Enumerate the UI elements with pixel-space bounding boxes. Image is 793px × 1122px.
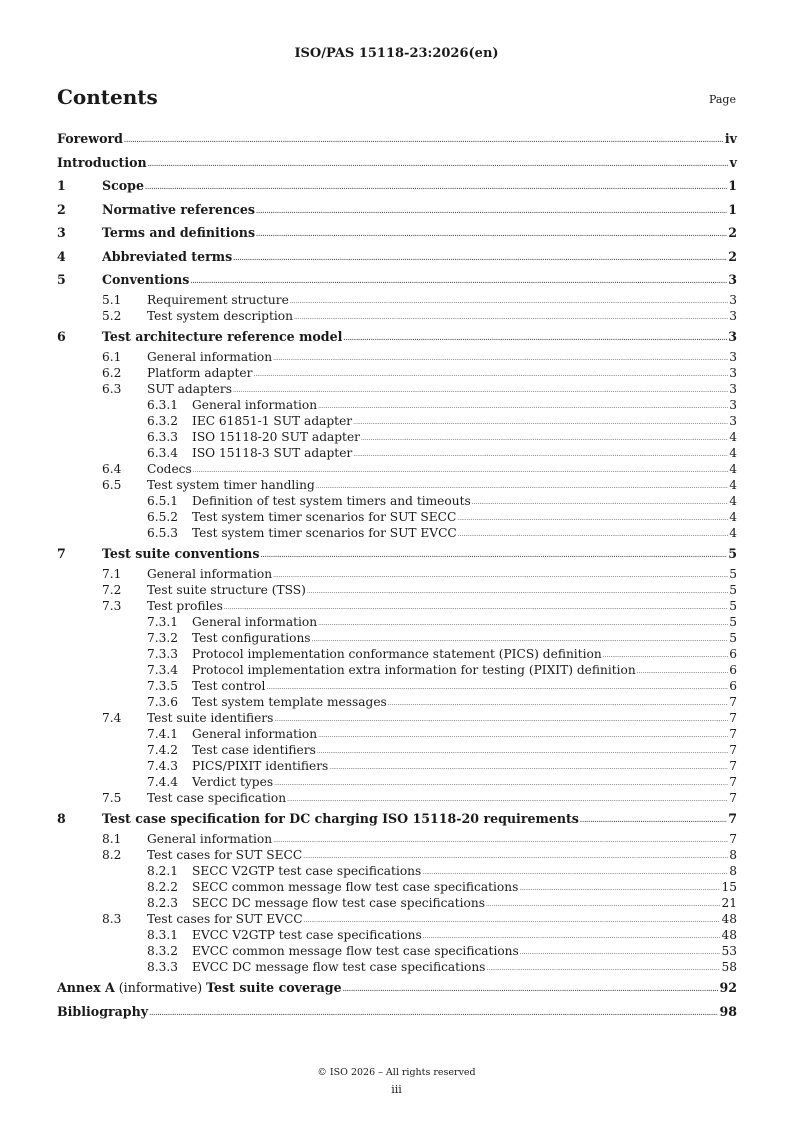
toc-entry[interactable] (57, 790, 737, 806)
toc-entry-title: Test profiles (147, 598, 223, 613)
toc-entry-page: 4 (729, 525, 737, 540)
toc-entry[interactable] (57, 445, 737, 461)
toc-entry-number: 7.3.4 (147, 662, 179, 677)
toc-entry-page: 3 (729, 413, 737, 428)
toc-entry[interactable] (57, 413, 737, 429)
toc-entry-title: Test suite identifiers (147, 710, 274, 725)
toc-entry-title: Protocol implementation conformance statement (PICS) definition (192, 646, 602, 661)
toc-entry[interactable] (57, 911, 737, 927)
toc-entry-page: 2 (728, 225, 737, 240)
toc-entry[interactable] (57, 774, 737, 790)
toc-entry-number: 6.3.1 (147, 397, 179, 412)
toc-entry-number: 6.2 (102, 365, 122, 380)
toc-entry-number: 2 (57, 201, 66, 217)
toc-entry-page: 15 (721, 879, 737, 894)
toc-entry-page: 3 (728, 329, 737, 344)
toc-entry-page: 53 (721, 943, 737, 958)
toc-entry-title: Protocol implementation extra information for testing (PIXIT) definition (192, 662, 636, 677)
toc-entry[interactable] (57, 397, 737, 413)
document-header: ISO/PAS 15118-23:2026(en) (294, 46, 499, 61)
toc-entry-title: ISO 15118-3 SUT adapter (192, 445, 353, 460)
toc-entry[interactable] (57, 221, 737, 245)
toc-entry-number: 7.4.2 (147, 742, 179, 757)
toc-entry[interactable] (57, 1000, 737, 1024)
toc-entry-title: Test case specification (147, 790, 287, 805)
toc-entry-page: 8 (729, 863, 737, 878)
toc-entry[interactable] (57, 726, 737, 742)
toc-entry-title: Test system timer handling (147, 477, 315, 492)
toc-entry-title: EVCC V2GTP test case specifications (192, 927, 422, 942)
toc-entry[interactable] (57, 895, 737, 911)
toc-entry[interactable] (57, 308, 737, 324)
toc-entry-page: 7 (729, 694, 737, 709)
toc-entry[interactable] (57, 758, 737, 774)
toc-entry[interactable] (57, 461, 737, 477)
toc-entry-title: EVCC common message flow test case specifications (192, 943, 519, 958)
toc-entry-page: 4 (729, 477, 737, 492)
toc-entry-title: General information (147, 566, 273, 581)
toc-entry-number: 6.5.2 (147, 509, 179, 524)
toc-entry-number: 6.3.4 (147, 445, 179, 460)
toc-entry-number: 8 (57, 811, 66, 826)
dot-leader (343, 327, 727, 351)
toc-entry-title: SECC V2GTP test case specifications (192, 863, 422, 878)
toc-entry-number: 6.5.3 (147, 525, 179, 540)
toc-entry[interactable] (57, 807, 737, 831)
toc-entry-number: 5.2 (102, 308, 122, 323)
toc-entry-page: 3 (728, 272, 737, 287)
toc-entry[interactable] (57, 365, 737, 381)
toc-entry-number: 5 (57, 272, 66, 287)
toc-entry[interactable] (57, 694, 737, 710)
toc-entry-title: Test architecture reference model (102, 329, 343, 344)
toc-entry-title: Test configurations (192, 630, 311, 645)
page-number: iii (391, 1083, 402, 1096)
toc-entry-title: Test control (192, 678, 266, 693)
toc-entry-page: 5 (729, 566, 737, 581)
toc-entry-number: 3 (57, 225, 66, 240)
toc-entry-title: Platform adapter (147, 365, 253, 380)
toc-entry[interactable] (57, 927, 737, 943)
toc-entry-page: 3 (729, 397, 737, 412)
toc-entry-number: 7.2 (102, 582, 122, 597)
toc-entry-number: 6 (57, 329, 66, 344)
toc-entry-number: 7.1 (102, 566, 122, 581)
toc-entry-page: 4 (729, 461, 737, 476)
toc-entry-title: Test cases for SUT SECC (147, 847, 303, 862)
toc-entry-page: 5 (729, 582, 737, 597)
toc-entry-page: 7 (729, 726, 737, 741)
toc-entry-page: 3 (729, 308, 737, 323)
toc-entry-title: Normative references (102, 201, 256, 217)
toc-entry-number: 7.4.3 (147, 758, 179, 773)
toc-entry[interactable] (57, 630, 737, 646)
toc-entry-page: 4 (729, 493, 737, 508)
toc-entry-page: 7 (729, 831, 737, 846)
toc-entry-number: 8.3.1 (147, 927, 179, 942)
toc-entry-page: 21 (721, 895, 737, 910)
annex-title: Test suite coverage (206, 980, 342, 995)
toc-entry-page: 7 (729, 742, 737, 757)
toc-entry[interactable] (57, 646, 737, 662)
table-of-contents (57, 127, 737, 1023)
toc-entry-number: 1 (57, 178, 66, 193)
toc-entry[interactable] (57, 325, 737, 349)
dot-leader (260, 544, 727, 568)
toc-entry[interactable] (57, 292, 737, 308)
toc-entry[interactable] (57, 879, 737, 895)
toc-entry-number: 8.3.2 (147, 943, 179, 958)
toc-entry-number: 8.2.2 (147, 879, 179, 894)
toc-entry-title: General information (147, 349, 273, 364)
toc-entry-number: 6.5 (102, 477, 122, 492)
toc-entry[interactable] (57, 493, 737, 509)
toc-entry-number: 7.5 (102, 790, 122, 805)
toc-entry-page: 48 (721, 927, 737, 942)
toc-entry-page: 1 (728, 201, 737, 217)
toc-entry[interactable] (57, 582, 737, 598)
toc-entry-title: Codecs (147, 461, 192, 476)
dot-leader (145, 176, 727, 200)
annex-note: (informative) (114, 980, 207, 995)
toc-entry-number: 7 (57, 546, 66, 561)
dot-leader (294, 310, 728, 326)
toc-entry[interactable] (57, 268, 737, 292)
toc-entry-page: 3 (729, 365, 737, 380)
dot-leader (458, 527, 728, 543)
toc-entry-title: PICS/PIXIT identifiers (192, 758, 329, 773)
toc-entry[interactable] (57, 598, 737, 614)
toc-entry[interactable] (57, 174, 737, 198)
toc-entry-title: Test case identifiers (192, 742, 316, 757)
toc-entry[interactable] (57, 198, 737, 222)
toc-entry-number: 6.5.1 (147, 493, 179, 508)
toc-entry-title: General information (192, 614, 318, 629)
toc-entry[interactable] (57, 525, 737, 541)
toc-entry-number: 8.3.3 (147, 959, 179, 974)
toc-entry-number: 8.2 (102, 847, 122, 862)
toc-entry-title: SUT adapters (147, 381, 232, 396)
toc-entry-title: Requirement structure (147, 292, 289, 307)
toc-entry-title: Bibliography (57, 1003, 149, 1019)
toc-entry-title (57, 976, 342, 1000)
toc-entry-number: 6.3.2 (147, 413, 179, 428)
toc-entry-page: 6 (729, 646, 737, 661)
dot-leader (149, 1002, 718, 1026)
toc-entry[interactable] (57, 831, 737, 847)
toc-entry-number: 7.4.1 (147, 726, 179, 741)
toc-entry-number: 5.1 (102, 292, 122, 307)
toc-entry-page: 7 (729, 758, 737, 773)
toc-entry-title: Scope (102, 178, 144, 193)
toc-entry-title: Test case specification for DC charging ISO 15118-20 requirements (102, 811, 579, 826)
toc-entry-page: 5 (729, 614, 737, 629)
toc-entry[interactable] (57, 349, 737, 365)
toc-entry-number: 6.4 (102, 461, 122, 476)
toc-entry-page: iv (724, 131, 737, 146)
dot-leader (124, 129, 724, 153)
toc-entry-page: v (729, 154, 737, 170)
toc-entry-page: 5 (728, 546, 737, 561)
toc-entry-page: 6 (729, 662, 737, 677)
toc-entry-number: 7.4 (102, 710, 122, 725)
toc-entry[interactable] (57, 662, 737, 678)
toc-entry-title: SECC DC message flow test case specifications (192, 895, 485, 910)
toc-entry-title: Test suite conventions (102, 546, 260, 561)
toc-entry[interactable] (57, 381, 737, 397)
toc-entry[interactable] (57, 614, 737, 630)
dot-leader (486, 961, 720, 977)
toc-entry-page: 7 (729, 790, 737, 805)
toc-entry-title: IEC 61851-1 SUT adapter (192, 413, 353, 428)
toc-entry-title: Test system description (147, 308, 293, 323)
toc-entry-page: 3 (729, 349, 737, 364)
toc-entry-number: 8.2.1 (147, 863, 179, 878)
toc-entry-page: 6 (729, 678, 737, 693)
toc-entry-title: Test system timer scenarios for SUT EVCC (192, 525, 457, 540)
page-column-label: Page (708, 93, 736, 106)
toc-entry-number: 8.3 (102, 911, 122, 926)
toc-entry-page: 3 (729, 381, 737, 396)
toc-entry-page: 5 (729, 598, 737, 613)
toc-entry-page: 4 (729, 429, 737, 444)
toc-entry-title: Introduction (57, 154, 147, 170)
toc-entry-number: 8.2.3 (147, 895, 179, 910)
dot-leader (343, 978, 719, 1002)
toc-entry[interactable] (57, 847, 737, 863)
toc-entry-title: Test system timer scenarios for SUT SECC (192, 509, 457, 524)
toc-entry[interactable] (57, 245, 737, 269)
toc-entry-title: Test system template messages (192, 694, 387, 709)
toc-entry-title: Terms and definitions (102, 225, 256, 240)
dot-leader (148, 153, 729, 177)
toc-entry-page: 3 (729, 292, 737, 307)
toc-entry-number: 7.3.5 (147, 678, 179, 693)
dot-leader (256, 223, 727, 247)
dot-leader (190, 270, 727, 294)
toc-entry-page: 4 (729, 509, 737, 524)
toc-entry-page: 2 (728, 248, 737, 264)
toc-entry[interactable] (57, 566, 737, 582)
toc-entry-page: 7 (728, 811, 737, 826)
toc-entry[interactable] (57, 976, 737, 1000)
toc-entry-number: 6.1 (102, 349, 122, 364)
toc-entry-title: Test suite structure (TSS) (147, 582, 306, 597)
toc-entry-number: 6.3 (102, 381, 122, 396)
toc-entry-page: 98 (719, 1003, 737, 1019)
toc-entry-number: 7.3.6 (147, 694, 179, 709)
dot-leader (256, 200, 727, 224)
toc-entry[interactable] (57, 151, 737, 175)
toc-entry-number: 7.3.1 (147, 614, 179, 629)
toc-entry[interactable] (57, 959, 737, 975)
toc-entry-title: General information (192, 726, 318, 741)
toc-entry-page: 58 (721, 959, 737, 974)
toc-entry[interactable] (57, 678, 737, 694)
toc-entry[interactable] (57, 710, 737, 726)
toc-entry[interactable] (57, 509, 737, 525)
toc-entry-page: 8 (729, 847, 737, 862)
toc-entry-page: 4 (729, 445, 737, 460)
toc-entry[interactable] (57, 542, 737, 566)
toc-entry-number: 7.4.4 (147, 774, 179, 789)
toc-entry-page: 5 (729, 630, 737, 645)
dot-leader (580, 809, 727, 833)
toc-entry-title: Abbreviated terms (102, 248, 233, 264)
toc-entry-title: Conventions (102, 272, 190, 287)
toc-entry[interactable] (57, 477, 737, 493)
toc-entry-number: 4 (57, 248, 66, 264)
toc-entry-title: Foreword (57, 131, 123, 146)
toc-entry[interactable] (57, 863, 737, 879)
toc-entry-page: 92 (719, 980, 737, 995)
toc-entry-number: 7.3.2 (147, 630, 179, 645)
toc-entry[interactable] (57, 127, 737, 151)
toc-entry-title: General information (147, 831, 273, 846)
toc-entry-title: SECC common message flow test case specifications (192, 879, 519, 894)
toc-entry-page: 7 (729, 710, 737, 725)
toc-entry-title: Test cases for SUT EVCC (147, 911, 303, 926)
toc-entry-number: 6.3.3 (147, 429, 179, 444)
toc-entry-title: Verdict types (192, 774, 274, 789)
toc-entry-page: 48 (721, 911, 737, 926)
annex-label: Annex A (57, 980, 115, 995)
toc-entry[interactable] (57, 742, 737, 758)
toc-entry-page: 1 (728, 178, 737, 193)
toc-entry-title: Definition of test system timers and timeouts (192, 493, 471, 508)
toc-entry-title: ISO 15118-20 SUT adapter (192, 429, 360, 444)
toc-entry-page: 7 (729, 774, 737, 789)
toc-entry-number: 7.3 (102, 598, 122, 613)
dot-leader (287, 792, 728, 808)
toc-entry[interactable] (57, 429, 737, 445)
toc-entry-number: 7.3.3 (147, 646, 179, 661)
dot-leader (233, 247, 727, 271)
toc-entry-title: General information (192, 397, 318, 412)
toc-entry[interactable] (57, 943, 737, 959)
copyright-notice: © ISO 2026 – All rights reserved (317, 1067, 476, 1078)
toc-entry-number: 8.1 (102, 831, 122, 846)
toc-entry-title: EVCC DC message flow test case specifications (192, 959, 486, 974)
contents-title: Contents (57, 85, 158, 109)
